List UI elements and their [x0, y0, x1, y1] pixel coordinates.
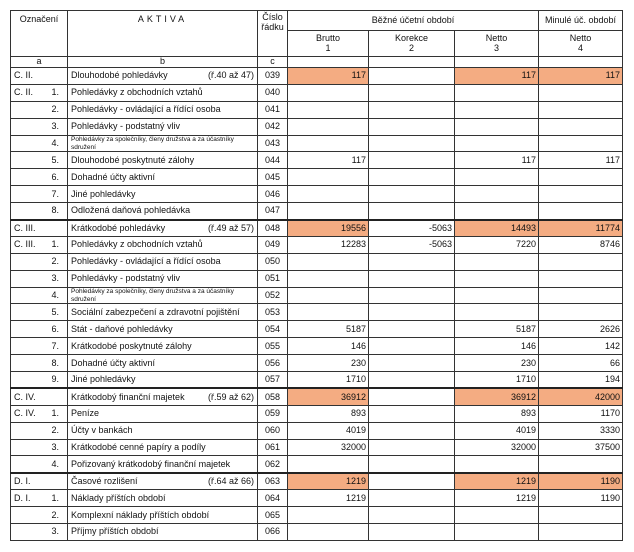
row-label	[68, 68, 258, 85]
cell-korekce	[369, 372, 455, 389]
row-item-number: 3.	[45, 270, 68, 287]
row-line-number: 051	[258, 270, 288, 287]
row-section-code	[11, 338, 45, 355]
cell-netto-prev: 1190	[539, 490, 623, 507]
cell-netto-prev: 142	[539, 338, 623, 355]
row-label	[68, 456, 258, 473]
row-line-number: 058	[258, 388, 288, 405]
row-label	[68, 118, 258, 135]
cell-korekce	[369, 169, 455, 186]
row-item-number: 6.	[45, 169, 68, 186]
table-row	[11, 456, 623, 473]
cell-netto-prev	[539, 287, 623, 304]
table-row	[11, 338, 623, 355]
row-label-text: Pohledávky za společníky, členy družstva a za účastníky sdružení	[71, 136, 234, 151]
cell-netto-prev: 117	[539, 152, 623, 169]
row-item-number: 7.	[45, 186, 68, 203]
row-section-code	[11, 439, 45, 456]
row-line-number: 048	[258, 220, 288, 237]
table-row	[11, 287, 623, 304]
row-section-code: C. IV.	[11, 405, 45, 422]
row-label-text: Pohledávky - podstatný vliv	[71, 121, 181, 132]
cell-netto-prev	[539, 203, 623, 220]
row-item-number	[45, 473, 68, 490]
row-label-text: Jiné pohledávky	[71, 374, 136, 385]
row-section-code	[11, 524, 45, 541]
row-label-text: Dlouhodobé pohledávky	[71, 70, 168, 81]
cell-korekce	[369, 524, 455, 541]
row-label-text: Pohledávky - ovládající a řídící osoba	[71, 104, 221, 115]
row-item-number: 3.	[45, 439, 68, 456]
cell-korekce	[369, 203, 455, 220]
header-brutto: Brutto 1	[288, 31, 369, 57]
row-label	[68, 203, 258, 220]
row-section-code: C. II.	[11, 68, 45, 85]
cell-netto-prev: 117	[539, 68, 623, 85]
table-row	[11, 68, 623, 85]
row-item-number: 4.	[45, 456, 68, 473]
cell-netto	[455, 304, 539, 321]
row-item-number: 7.	[45, 338, 68, 355]
row-section-code	[11, 169, 45, 186]
table-row	[11, 101, 623, 118]
cell-netto-prev	[539, 169, 623, 186]
row-section-code: C. III.	[11, 220, 45, 237]
row-section-code	[11, 152, 45, 169]
row-item-number: 4.	[45, 135, 68, 152]
cell-korekce	[369, 270, 455, 287]
row-label	[68, 439, 258, 456]
cell-korekce	[369, 422, 455, 439]
cell-brutto: 1219	[288, 490, 369, 507]
row-line-number: 042	[258, 118, 288, 135]
cell-netto: 230	[455, 355, 539, 372]
cell-netto	[455, 186, 539, 203]
cell-netto-prev: 1190	[539, 473, 623, 490]
cell-brutto: 32000	[288, 439, 369, 456]
row-section-code	[11, 304, 45, 321]
row-label	[68, 186, 258, 203]
row-item-number: 1.	[45, 236, 68, 253]
cell-brutto: 4019	[288, 422, 369, 439]
row-line-number: 047	[258, 203, 288, 220]
cell-netto-prev	[539, 304, 623, 321]
table-row	[11, 405, 623, 422]
cell-brutto	[288, 524, 369, 541]
row-label-text: Sociální zabezpečení a zdravotní pojištění	[71, 306, 240, 317]
row-label-text: Dohadné účty aktivní	[71, 171, 156, 182]
row-section-code: D. I.	[11, 490, 45, 507]
row-section-code: C. IV.	[11, 388, 45, 405]
row-item-number: 2.	[45, 422, 68, 439]
cell-netto: 1219	[455, 473, 539, 490]
table-row	[11, 304, 623, 321]
row-label-note: (ř.40 až 47)	[207, 70, 254, 81]
cell-netto	[455, 101, 539, 118]
cell-netto: 1219	[455, 490, 539, 507]
row-line-number: 057	[258, 372, 288, 389]
row-label-text: Komplexní náklady příštích období	[71, 509, 210, 520]
row-line-number: 050	[258, 253, 288, 270]
row-label-text: Pohledávky z obchodních vztahů	[71, 87, 203, 98]
row-label-text: Pohledávky z obchodních vztahů	[71, 239, 203, 250]
row-section-code: C. III.	[11, 236, 45, 253]
row-line-number: 066	[258, 524, 288, 541]
row-line-number: 046	[258, 186, 288, 203]
row-line-number: 061	[258, 439, 288, 456]
header-korekce: Korekce 2	[369, 31, 455, 57]
row-label-text: Peníze	[71, 408, 100, 419]
cell-korekce	[369, 253, 455, 270]
row-label-text: Účty v bankách	[71, 425, 133, 436]
cell-netto	[455, 135, 539, 152]
header-oznaceni: Označení	[11, 11, 68, 57]
cell-brutto	[288, 203, 369, 220]
cell-netto-prev: 3330	[539, 422, 623, 439]
cell-brutto: 117	[288, 152, 369, 169]
row-line-number: 059	[258, 405, 288, 422]
cell-netto-prev	[539, 84, 623, 101]
aktiva-table	[10, 10, 623, 541]
cell-netto-prev	[539, 101, 623, 118]
cell-korekce	[369, 321, 455, 338]
cell-netto: 7220	[455, 236, 539, 253]
row-label	[68, 152, 258, 169]
row-label	[68, 101, 258, 118]
cell-netto	[455, 203, 539, 220]
cell-brutto	[288, 101, 369, 118]
row-label	[68, 135, 258, 152]
table-row	[11, 321, 623, 338]
row-line-number: 060	[258, 422, 288, 439]
row-label	[68, 253, 258, 270]
row-item-number: 8.	[45, 203, 68, 220]
row-section-code: D. I.	[11, 473, 45, 490]
table-row	[11, 84, 623, 101]
cell-korekce	[369, 287, 455, 304]
cell-brutto	[288, 253, 369, 270]
row-item-number: 1.	[45, 405, 68, 422]
cell-brutto	[288, 456, 369, 473]
row-label	[68, 355, 258, 372]
row-item-number: 4.	[45, 287, 68, 304]
header-prior-period: Minulé úč. období	[539, 11, 623, 31]
row-label	[68, 287, 258, 304]
header-letter-c: c	[258, 57, 288, 68]
cell-korekce	[369, 84, 455, 101]
row-item-number: 2.	[45, 507, 68, 524]
cell-brutto	[288, 507, 369, 524]
cell-netto-prev: 1170	[539, 405, 623, 422]
row-line-number: 040	[258, 84, 288, 101]
cell-netto: 1710	[455, 372, 539, 389]
header-letter-b: b	[68, 57, 258, 68]
cell-netto-prev	[539, 507, 623, 524]
row-section-code	[11, 101, 45, 118]
row-line-number: 054	[258, 321, 288, 338]
cell-netto: 4019	[455, 422, 539, 439]
row-label	[68, 304, 258, 321]
row-section-code	[11, 456, 45, 473]
table-row	[11, 473, 623, 490]
row-label-text: Dlouhodobé poskytnuté zálohy	[71, 154, 195, 165]
row-label-text: Příjmy příštích období	[71, 526, 159, 537]
cell-netto-prev: 66	[539, 355, 623, 372]
row-label-text: Pohledávky za společníky, členy družstva a za účastníky sdružení	[71, 288, 234, 303]
row-item-number	[45, 220, 68, 237]
row-label	[68, 321, 258, 338]
cell-netto	[455, 524, 539, 541]
table-row	[11, 422, 623, 439]
table-body	[11, 68, 623, 541]
table-row	[11, 355, 623, 372]
row-line-number: 052	[258, 287, 288, 304]
row-label-text: Pořizovaný krátkodobý finanční majetek	[71, 458, 231, 469]
cell-korekce	[369, 186, 455, 203]
table-row	[11, 270, 623, 287]
row-line-number: 064	[258, 490, 288, 507]
table-row	[11, 524, 623, 541]
row-item-number: 3.	[45, 118, 68, 135]
table-row	[11, 118, 623, 135]
row-label	[68, 372, 258, 389]
cell-netto	[455, 456, 539, 473]
cell-korekce	[369, 388, 455, 405]
row-label	[68, 473, 258, 490]
row-item-number	[45, 388, 68, 405]
table-row	[11, 169, 623, 186]
row-section-code	[11, 422, 45, 439]
cell-netto: 117	[455, 152, 539, 169]
row-section-code: C. II.	[11, 84, 45, 101]
row-line-number: 062	[258, 456, 288, 473]
row-section-code	[11, 253, 45, 270]
row-line-number: 043	[258, 135, 288, 152]
cell-netto	[455, 270, 539, 287]
cell-brutto: 1710	[288, 372, 369, 389]
row-item-number: 2.	[45, 101, 68, 118]
row-label-text: Krátkodobé cenné papíry a podíly	[71, 442, 206, 453]
table-row	[11, 152, 623, 169]
cell-brutto	[288, 84, 369, 101]
cell-brutto: 230	[288, 355, 369, 372]
row-section-code	[11, 355, 45, 372]
header-cislo-radku: Číslo řádku	[258, 11, 288, 57]
table-row	[11, 388, 623, 405]
row-item-number: 8.	[45, 355, 68, 372]
cell-korekce	[369, 101, 455, 118]
cell-netto	[455, 169, 539, 186]
row-label	[68, 270, 258, 287]
row-label-text: Náklady příštích období	[71, 492, 166, 503]
header-aktiva: AKTIVA	[68, 11, 258, 57]
cell-korekce	[369, 68, 455, 85]
table-row	[11, 507, 623, 524]
row-line-number: 056	[258, 355, 288, 372]
row-label-text: Pohledávky - podstatný vliv	[71, 273, 181, 284]
cell-netto: 36912	[455, 388, 539, 405]
cell-netto-prev	[539, 456, 623, 473]
row-section-code	[11, 321, 45, 338]
cell-netto: 5187	[455, 321, 539, 338]
row-label	[68, 422, 258, 439]
cell-netto	[455, 507, 539, 524]
row-line-number: 063	[258, 473, 288, 490]
header-letter-a: a	[11, 57, 68, 68]
row-line-number: 065	[258, 507, 288, 524]
row-label-text: Odložená daňová pohledávka	[71, 205, 191, 216]
cell-korekce	[369, 507, 455, 524]
cell-brutto	[288, 118, 369, 135]
row-label	[68, 338, 258, 355]
row-label-note: (ř.64 až 66)	[207, 476, 254, 487]
cell-netto-prev: 11774	[539, 220, 623, 237]
row-item-number	[45, 68, 68, 85]
row-section-code	[11, 135, 45, 152]
row-item-number: 1.	[45, 490, 68, 507]
row-label-text: Krátkodobý finanční majetek	[71, 391, 185, 402]
cell-netto	[455, 84, 539, 101]
cell-brutto: 5187	[288, 321, 369, 338]
cell-korekce	[369, 405, 455, 422]
cell-brutto: 893	[288, 405, 369, 422]
row-label	[68, 405, 258, 422]
cell-brutto: 117	[288, 68, 369, 85]
cell-netto-prev: 2626	[539, 321, 623, 338]
row-section-code	[11, 203, 45, 220]
row-item-number: 5.	[45, 152, 68, 169]
row-item-number: 6.	[45, 321, 68, 338]
table-row	[11, 490, 623, 507]
row-section-code	[11, 270, 45, 287]
table-row	[11, 253, 623, 270]
cell-korekce	[369, 473, 455, 490]
header-netto-prev: Netto 4	[539, 31, 623, 57]
row-item-number: 3.	[45, 524, 68, 541]
cell-korekce	[369, 152, 455, 169]
cell-brutto	[288, 186, 369, 203]
cell-netto-prev	[539, 135, 623, 152]
cell-korekce: -5063	[369, 236, 455, 253]
row-label	[68, 524, 258, 541]
row-label	[68, 507, 258, 524]
cell-netto-prev	[539, 253, 623, 270]
cell-netto: 893	[455, 405, 539, 422]
row-line-number: 053	[258, 304, 288, 321]
row-label-text: Stát - daňové pohledávky	[71, 323, 173, 334]
cell-brutto	[288, 287, 369, 304]
header-current-period: Běžné účetní období	[288, 11, 539, 31]
cell-netto-prev: 8746	[539, 236, 623, 253]
cell-netto	[455, 118, 539, 135]
cell-brutto	[288, 135, 369, 152]
row-line-number: 039	[258, 68, 288, 85]
cell-brutto: 146	[288, 338, 369, 355]
row-line-number: 049	[258, 236, 288, 253]
row-label	[68, 388, 258, 405]
cell-netto-prev	[539, 186, 623, 203]
cell-brutto	[288, 270, 369, 287]
row-section-code	[11, 186, 45, 203]
cell-brutto: 1219	[288, 473, 369, 490]
cell-korekce	[369, 304, 455, 321]
row-label	[68, 169, 258, 186]
cell-netto-prev	[539, 270, 623, 287]
cell-netto	[455, 253, 539, 270]
table-row	[11, 135, 623, 152]
row-label	[68, 84, 258, 101]
row-section-code	[11, 372, 45, 389]
cell-netto-prev	[539, 524, 623, 541]
row-item-number: 2.	[45, 253, 68, 270]
cell-brutto	[288, 169, 369, 186]
cell-korekce	[369, 490, 455, 507]
row-line-number: 045	[258, 169, 288, 186]
row-line-number: 044	[258, 152, 288, 169]
cell-brutto	[288, 304, 369, 321]
row-label	[68, 220, 258, 237]
row-line-number: 041	[258, 101, 288, 118]
row-item-number: 1.	[45, 84, 68, 101]
row-section-code	[11, 507, 45, 524]
row-section-code	[11, 118, 45, 135]
row-label-text: Jiné pohledávky	[71, 188, 136, 199]
table-row	[11, 220, 623, 237]
cell-netto: 32000	[455, 439, 539, 456]
cell-brutto: 19556	[288, 220, 369, 237]
row-item-number: 9.	[45, 372, 68, 389]
cell-korekce	[369, 118, 455, 135]
cell-netto-prev: 42000	[539, 388, 623, 405]
cell-brutto: 36912	[288, 388, 369, 405]
cell-korekce	[369, 355, 455, 372]
cell-korekce	[369, 135, 455, 152]
table-row	[11, 439, 623, 456]
cell-netto: 117	[455, 68, 539, 85]
row-label	[68, 490, 258, 507]
cell-netto-prev: 37500	[539, 439, 623, 456]
row-line-number: 055	[258, 338, 288, 355]
header-netto: Netto 3	[455, 31, 539, 57]
cell-netto-prev	[539, 118, 623, 135]
cell-netto: 146	[455, 338, 539, 355]
row-label-text: Pohledávky - ovládající a řídící osoba	[71, 256, 221, 267]
cell-netto: 14493	[455, 220, 539, 237]
row-label	[68, 236, 258, 253]
row-label-text: Časové rozlišení	[71, 476, 138, 487]
cell-korekce	[369, 338, 455, 355]
cell-netto	[455, 287, 539, 304]
table-row	[11, 186, 623, 203]
table-row	[11, 236, 623, 253]
cell-brutto: 12283	[288, 236, 369, 253]
row-label-note: (ř.49 až 57)	[207, 222, 254, 233]
cell-netto-prev: 194	[539, 372, 623, 389]
cell-korekce	[369, 456, 455, 473]
row-label-note: (ř.59 až 62)	[207, 391, 254, 402]
cell-korekce: -5063	[369, 220, 455, 237]
row-section-code	[11, 287, 45, 304]
row-label-text: Krátkodobé pohledávky	[71, 222, 166, 233]
row-label-text: Krátkodobé poskytnuté zálohy	[71, 340, 192, 351]
row-label-text: Dohadné účty aktivní	[71, 357, 156, 368]
table-row	[11, 203, 623, 220]
row-item-number: 5.	[45, 304, 68, 321]
table-row	[11, 372, 623, 389]
cell-korekce	[369, 439, 455, 456]
